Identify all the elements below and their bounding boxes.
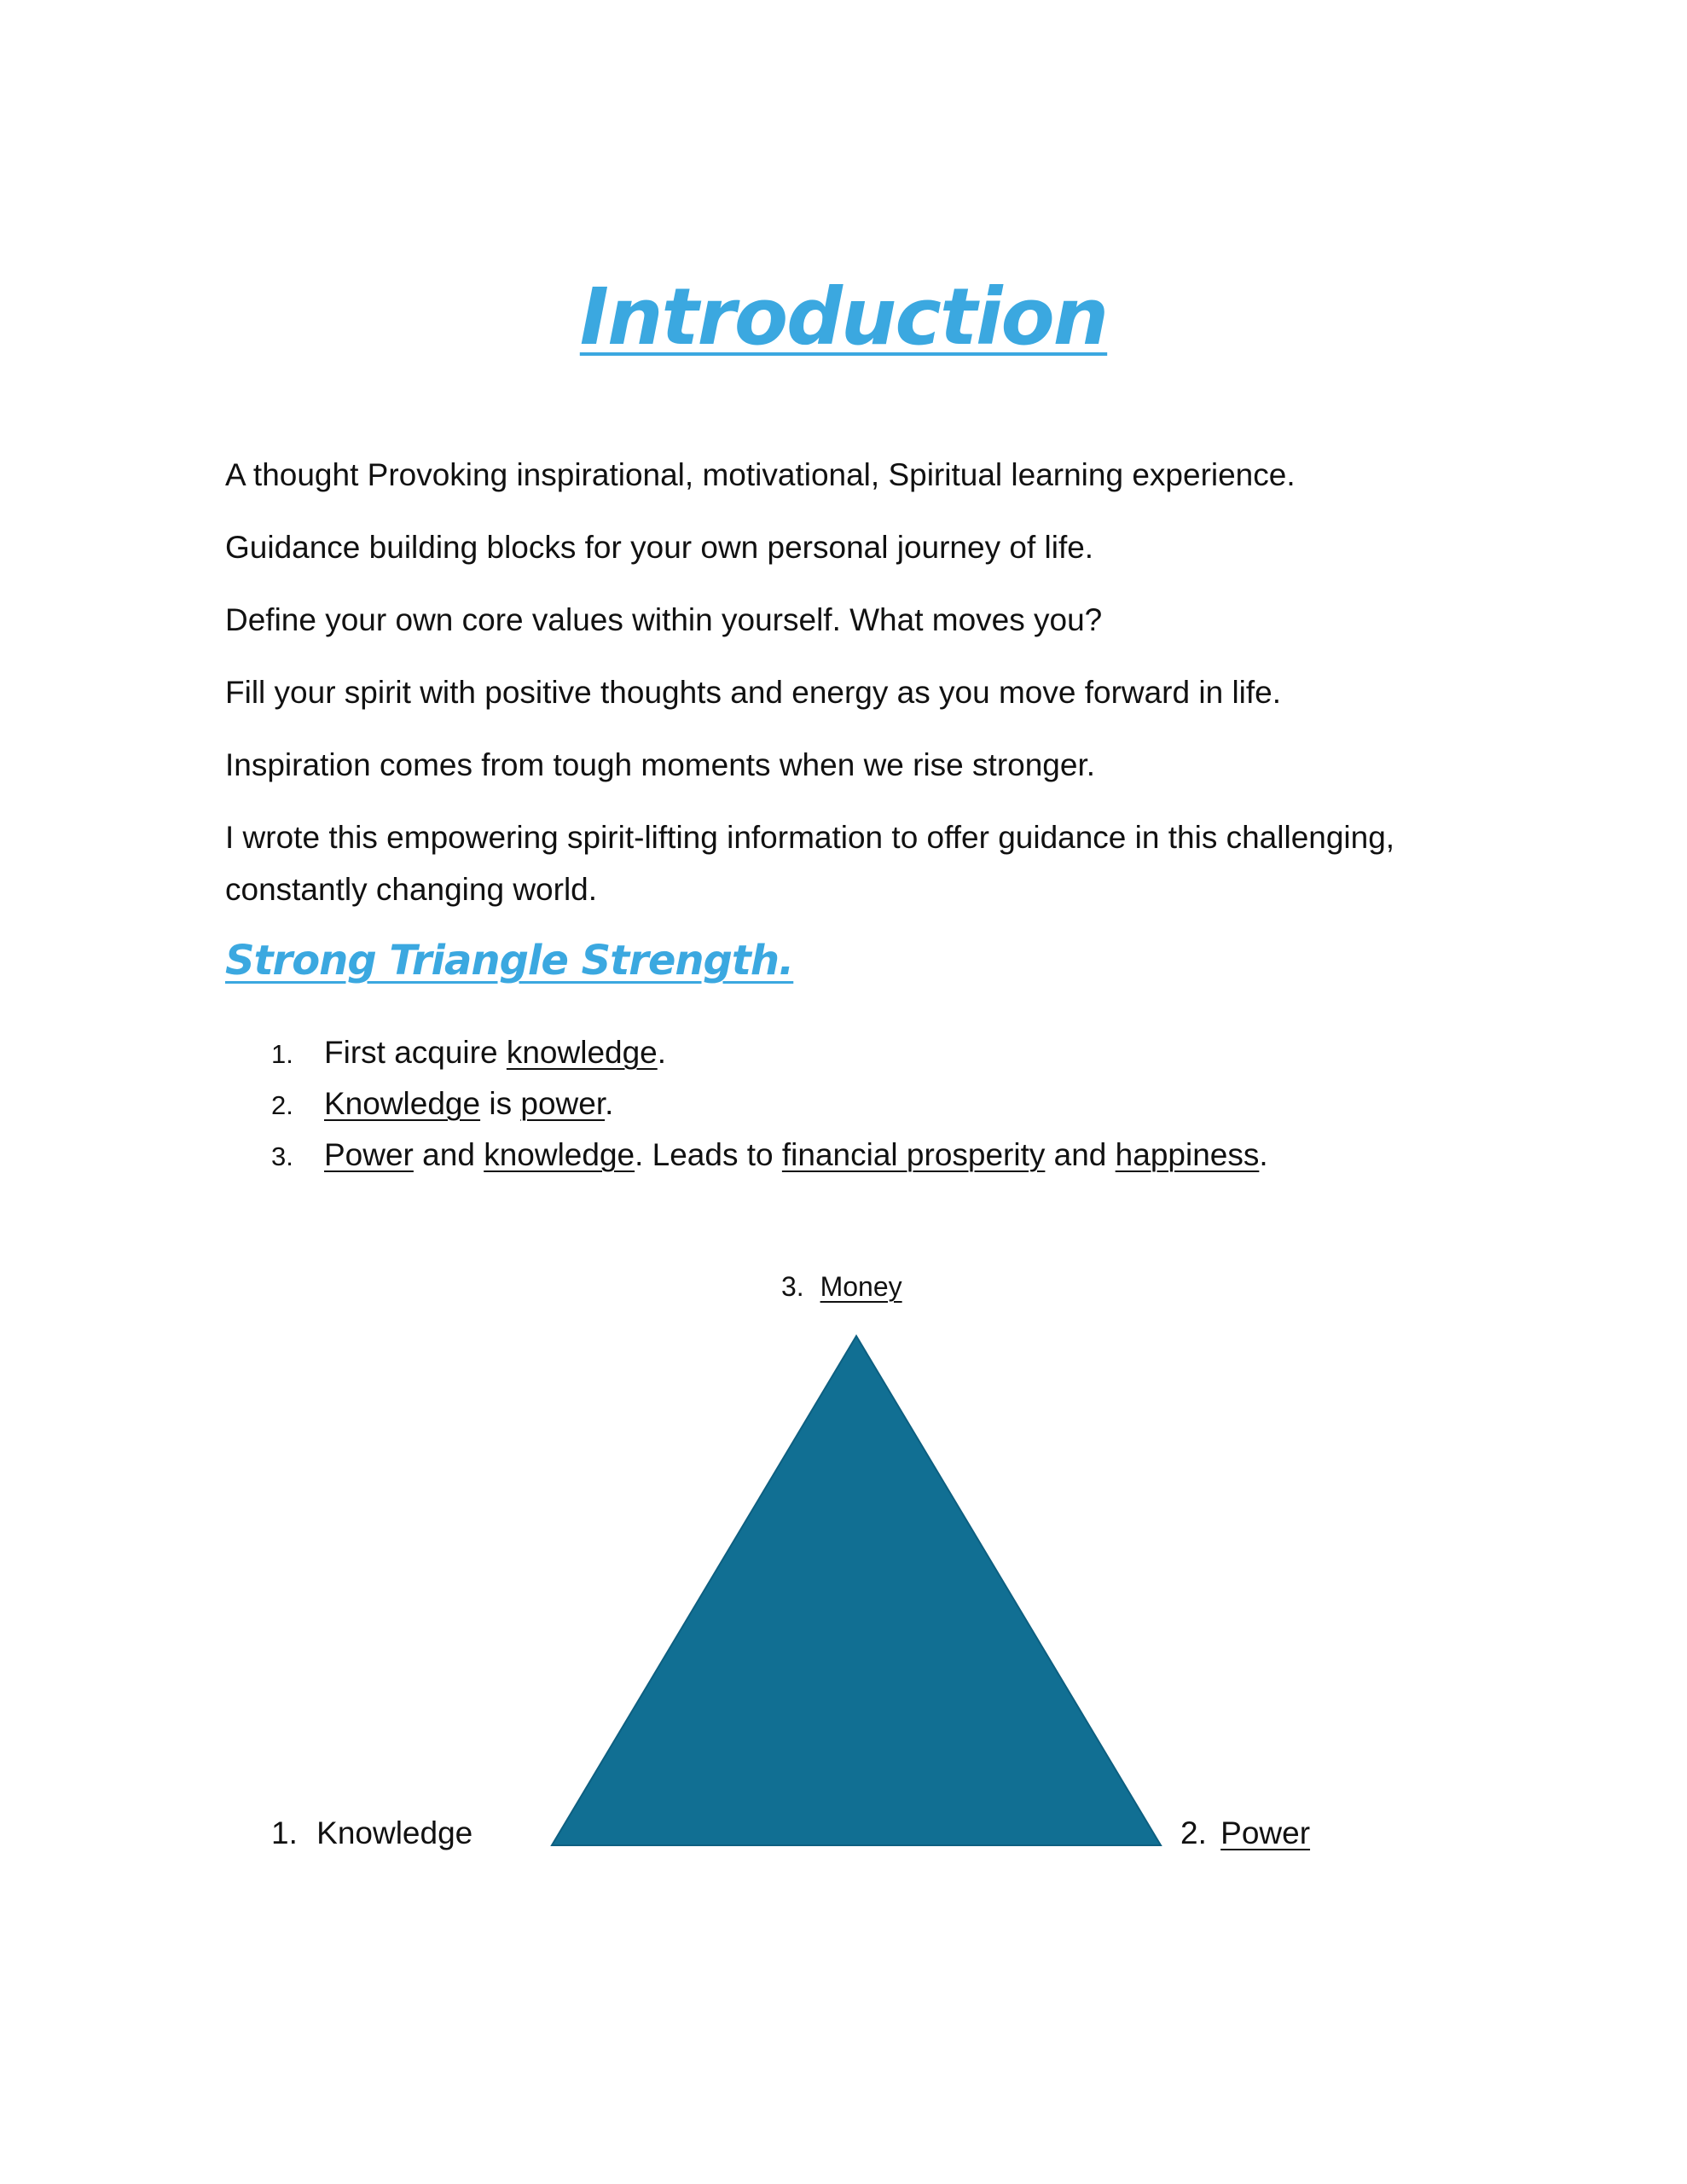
underlined-word: Knowledge [324,1086,481,1121]
vertex-label-right [1180,1815,1310,1851]
intro-paragraph-5: Inspiration comes from tough moments when we rise stronger. [225,747,1096,782]
intro-paragraph-3: Define your own core values within yourself. What moves you? [225,602,1103,637]
intro-paragraph-2: Guidance building blocks for your own personal journey of life. [225,530,1094,565]
page-title-text: Introduction [579,271,1108,363]
triangle-shape [552,1336,1161,1845]
intro-paragraph-6: I wrote this empowering spirit-lifting information to offer guidance in this challenging, constantly changing world. [225,820,1395,907]
underlined-word: financial prosperity [781,1137,1046,1172]
text-segment: is [480,1086,521,1121]
vertex-text: Power [1220,1815,1311,1850]
vertex-number: 2. [1180,1815,1207,1850]
text-segment: First acquire [324,1035,507,1070]
underlined-word: knowledge [484,1137,635,1172]
list-number: 3. [271,1141,293,1171]
text-segment: and [413,1137,484,1172]
underlined-word: power [520,1086,606,1121]
underlined-word: Power [324,1137,414,1172]
underlined-word: happiness [1115,1137,1260,1172]
list-number: 2. [271,1090,293,1120]
text-segment: . [657,1035,667,1070]
text-segment: . [605,1086,614,1121]
text-segment: and [1045,1137,1116,1172]
underlined-word: knowledge [506,1035,658,1070]
section-title-text: Strong Triangle Strength. [225,937,794,985]
vertex-text: Knowledge [316,1815,473,1850]
vertex-number: 1. [271,1815,298,1850]
intro-paragraph-4: Fill your spirit with positive thoughts and energy as you move forward in life. [225,675,1282,710]
vertex-number: 3. [781,1271,804,1302]
text-segment: . [1259,1137,1268,1172]
list-number: 1. [271,1039,293,1069]
intro-paragraph-1: A thought Provoking inspirational, motivational, Spiritual learning experience. [225,457,1296,492]
text-segment: . Leads to [635,1137,782,1172]
vertex-label-top [781,1271,902,1303]
vertex-text: Money [820,1271,902,1302]
vertex-label-left [271,1815,472,1851]
